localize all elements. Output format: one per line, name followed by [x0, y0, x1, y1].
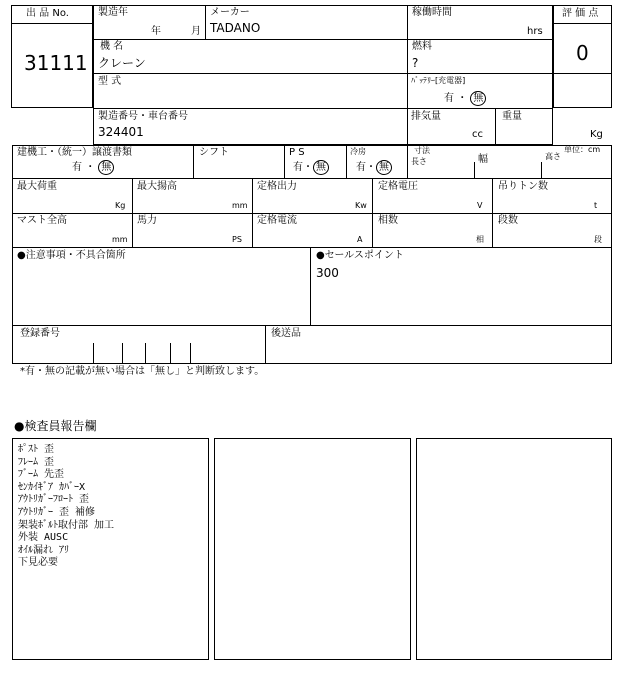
rated-current-unit: A — [357, 235, 363, 244]
inspector-box-3 — [416, 438, 612, 660]
battery-no-circled: 無 — [470, 91, 486, 106]
phase-unit: 相 — [476, 235, 484, 244]
stages-unit: 段 — [594, 235, 602, 244]
shift-label: シフト — [199, 147, 229, 158]
dimensions-label: 寸法 — [414, 146, 430, 155]
inspector-line: ｾﾝｶｲｷﾞｱ ｶﾊﾞｰX — [18, 481, 86, 493]
horsepower-unit: PS — [232, 235, 242, 244]
type-label: 型 式 — [98, 76, 122, 87]
model-value: クレーン — [98, 56, 146, 70]
ps-options: 有・ 無 — [293, 160, 329, 175]
stages-label: 段数 — [498, 215, 518, 226]
dimensions-unit: 単位：cm — [564, 145, 601, 154]
max-load-label: 最大荷重 — [17, 181, 57, 192]
hours-label: 稼働時間 — [412, 7, 452, 18]
serial-label: 製造番号・車台番号 — [98, 111, 188, 122]
ps-no-circled: 無 — [313, 160, 329, 175]
maker-value: TADANO — [210, 21, 261, 35]
weight-unit: Kg — [590, 129, 603, 140]
dimensions-width: 幅 — [478, 154, 488, 165]
model-label: 機 名 — [100, 41, 124, 52]
serial-value: 324401 — [98, 125, 144, 139]
fuel-label: 燃料 — [412, 41, 432, 52]
inspector-line: 架装ﾎﾞﾙﾄ取付部 加工 — [18, 519, 115, 531]
max-lift-unit: mm — [232, 201, 248, 210]
fuel-value: ? — [412, 56, 419, 70]
cooling-label: 冷房 — [350, 147, 366, 156]
rated-output-label: 定格出力 — [257, 181, 297, 192]
battery-options: 有 ・ 無 — [444, 91, 486, 106]
year-unit: 年 — [151, 26, 161, 37]
delivery-label: 後送品 — [271, 328, 301, 339]
registration-label: 登録番号 — [20, 328, 60, 339]
maker-label: メーカー — [210, 7, 250, 18]
inspector-line: 外装 AUSC — [18, 532, 69, 544]
lifting-tons-unit: t — [594, 201, 598, 210]
battery-label: ﾊﾞｯﾃﾘｰ[充電器] — [411, 76, 466, 85]
mast-height-label: マスト全高 — [17, 215, 67, 226]
rated-voltage-label: 定格電圧 — [378, 181, 418, 192]
displacement-unit: cc — [472, 129, 483, 140]
score-label: 評 価 点 — [562, 8, 599, 19]
sales-point-value: 300 — [316, 266, 339, 280]
inspector-line: ｱｳﾄﾘｶﾞｰ 歪 補修 — [18, 506, 96, 518]
month-unit: 月 — [191, 26, 201, 37]
transfer-doc-options: 有 ・ 無 — [72, 160, 114, 175]
rated-output-unit: Kw — [355, 201, 367, 210]
inspector-line: ｱｳﾄﾘｶﾞｰﾌﾛｰﾄ 歪 — [18, 494, 90, 506]
max-load-unit: Kg — [115, 201, 126, 210]
inspector-title: ●検査員報告欄 — [14, 419, 97, 433]
footnote: *有・無の記載が無い場合は「無し」と判断致します。 — [20, 366, 265, 377]
notes-label: ●注意事項・不具合箇所 — [17, 250, 126, 261]
dimensions-height: 高さ — [545, 152, 561, 161]
inspector-line: ﾌﾞｰﾑ 先歪 — [18, 469, 65, 481]
inspector-line: ﾌﾚｰﾑ 歪 — [18, 456, 55, 468]
inspector-box-2 — [214, 438, 411, 660]
lifting-tons-label: 吊りトン数 — [498, 181, 548, 192]
max-lift-label: 最大揚高 — [137, 181, 177, 192]
sales-point-label: ●セールスポイント — [316, 250, 404, 261]
phase-label: 相数 — [378, 215, 398, 226]
inspector-lines — [18, 444, 114, 570]
inspector-line: ﾎﾟｽﾄ 歪 — [18, 444, 55, 455]
cooling-options: 有・ 無 — [356, 160, 392, 175]
top-grid — [93, 5, 553, 145]
horsepower-label: 馬力 — [137, 215, 157, 226]
mast-height-unit: mm — [112, 235, 128, 244]
hours-unit: hrs — [527, 26, 543, 37]
transfer-doc-no-circled: 無 — [98, 160, 114, 175]
inspector-line: 下見必要 — [18, 557, 58, 569]
rated-current-label: 定格電流 — [257, 215, 297, 226]
cooling-no-circled: 無 — [376, 160, 392, 175]
displacement-label: 排気量 — [411, 111, 441, 122]
registration-box — [12, 325, 612, 364]
rated-voltage-unit: V — [477, 201, 483, 210]
score-value: 0 — [576, 41, 589, 65]
transfer-doc-label: 建機工・（統一）譲渡書類 — [17, 147, 132, 158]
lot-number: 31111 — [24, 51, 88, 75]
inspector-line: ｵｲﾙ漏れ ｱﾘ — [18, 544, 70, 556]
ps-label: P S — [289, 147, 305, 158]
lot-label: 出 品 No. — [26, 8, 69, 19]
manufacture-year-label: 製造年 — [98, 7, 128, 18]
dimensions-length: 長さ — [411, 157, 427, 166]
weight-label: 重量 — [502, 111, 522, 122]
